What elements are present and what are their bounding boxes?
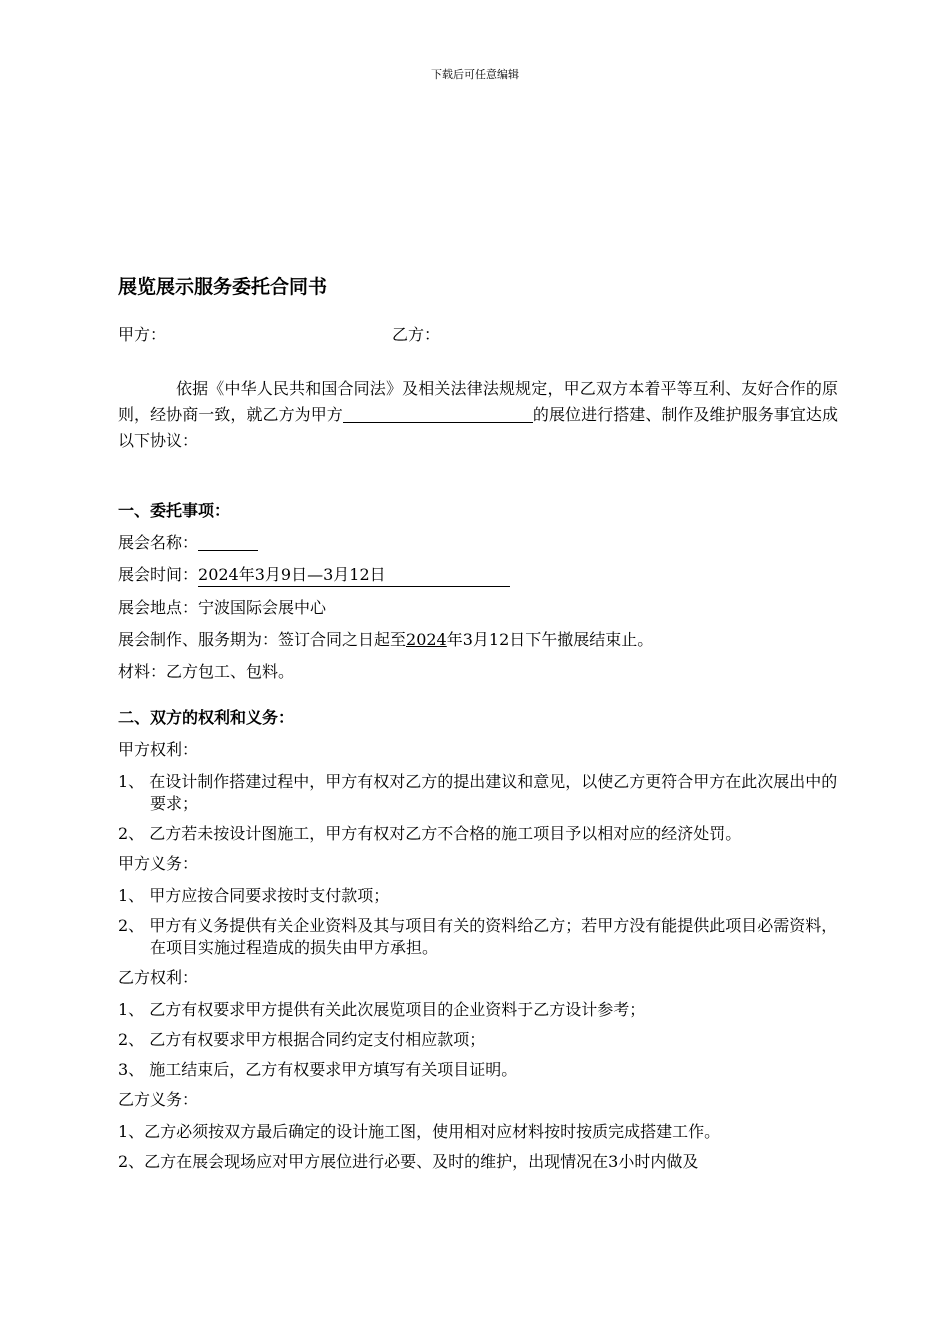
document-title: 展览展示服务委托合同书 xyxy=(118,276,328,298)
party-b-duties-label: 乙方义务： xyxy=(118,1090,199,1109)
party-a-rights-label: 甲方权利： xyxy=(118,740,199,759)
party-b-right-item: 2、 乙方有权要求甲方根据合同约定支付相应款项； xyxy=(118,1030,486,1049)
exhibition-name-blank xyxy=(198,532,258,551)
party-b-duty-item: 2、乙方在展会现场应对甲方展位进行必要、及时的维护，出现情况在3小时内做及 xyxy=(118,1152,699,1171)
party-a-label: 甲方： xyxy=(118,325,167,344)
intro-paragraph xyxy=(118,376,838,454)
service-period-post: 年3月12日下午撤展结束止。 xyxy=(446,630,654,649)
exhibition-place: 展会地点：宁波国际会展中心 xyxy=(118,598,327,617)
party-a-duties-label: 甲方义务： xyxy=(118,854,199,873)
exhibition-time-value: 2024年3月9日—3月12日 xyxy=(198,564,510,587)
exhibition-time-line xyxy=(118,564,838,587)
exhibition-name-label: 展会名称： xyxy=(118,533,199,552)
party-a-duty-item: 1、 甲方应按合同要求按时支付款项； xyxy=(118,886,390,905)
service-period-year: 2024 xyxy=(406,630,447,649)
section-2-heading: 二、双方的权利和义务： xyxy=(118,708,295,727)
party-a-right-item: 1、 在设计制作搭建过程中，甲方有权对乙方的提出建议和意见，以使乙方更符合甲方在此次展出中的要求； xyxy=(118,772,838,813)
parties-row xyxy=(118,324,838,346)
exhibition-time-label: 展会时间： xyxy=(118,565,199,584)
party-b-label: 乙方： xyxy=(392,325,441,344)
party-b-right-item: 3、 施工结束后，乙方有权要求甲方填写有关项目证明。 xyxy=(118,1060,518,1079)
party-a-right-item: 2、 乙方若未按设计图施工，甲方有权对乙方不合格的施工项目予以相对应的经济处罚。 xyxy=(118,824,742,843)
party-a-duty-item: 2、 甲方有义务提供有关企业资料及其与项目有关的资料给乙方；若甲方没有能提供此项目必需资料，在项目实施过程造成的损失由甲方承担。 xyxy=(118,916,838,957)
party-b-rights-label: 乙方权利： xyxy=(118,968,199,987)
service-period-line xyxy=(118,629,838,651)
intro-text-1: 依据《中华人民共和国合同法》及相关法律法规规定，甲乙双方本着平等互利、友好合作的原则，经协商一致，就乙方为甲方 xyxy=(118,379,838,424)
booth-blank xyxy=(343,404,533,423)
section-1-heading: 一、委托事项： xyxy=(118,501,231,520)
material-line: 材料：乙方包工、包料。 xyxy=(118,662,295,681)
exhibition-name-line xyxy=(118,532,838,554)
intro-text-2: 的展位进行搭建、制作及维护服务事宜达成以下协议： xyxy=(118,405,838,450)
header-note: 下载后可任意编辑 xyxy=(431,68,519,81)
document-body xyxy=(118,274,838,1181)
service-period-pre: 展会制作、服务期为：签订合同之日起至 xyxy=(118,630,407,649)
party-b-right-item: 1、 乙方有权要求甲方提供有关此次展览项目的企业资料于乙方设计参考； xyxy=(118,1000,646,1019)
party-b-duty-item: 1、乙方必须按双方最后确定的设计施工图，使用相对应材料按时按质完成搭建工作。 xyxy=(118,1122,721,1141)
